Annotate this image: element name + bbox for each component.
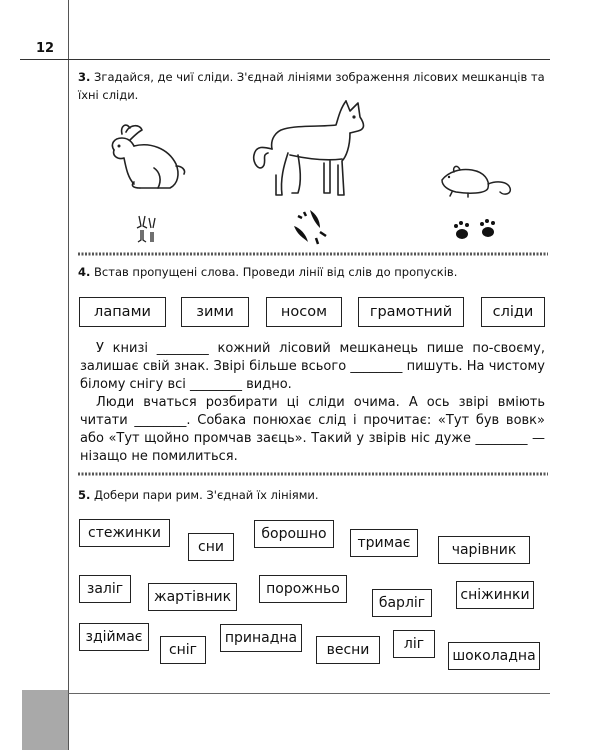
rhyme-word-1[interactable]: стежинки (79, 519, 170, 547)
task3-text: Згадайся, де чиї сліди. З'єднай лініями зображення лісових мешканців та їхні сліди. (78, 70, 545, 102)
rhyme-word-12[interactable]: сніг (160, 636, 206, 664)
wolf-tracks (290, 206, 330, 246)
task4-text-body (80, 340, 545, 466)
wolf-image (250, 95, 375, 205)
margin-gray-block (22, 690, 68, 750)
mouse-tracks (452, 216, 502, 246)
word-lapamy[interactable]: лапами (79, 297, 166, 327)
rhyme-word-16[interactable]: шоколадна (448, 642, 540, 670)
header-rule (20, 59, 550, 60)
task5-text: Добери пари рим. З'єднай їх лініями. (94, 488, 319, 502)
rhyme-word-10[interactable]: сніжинки (456, 581, 534, 609)
rhyme-word-11[interactable]: здіймає (79, 623, 149, 651)
hare-tracks (135, 214, 159, 244)
word-hramotnyi[interactable]: грамотний (358, 297, 464, 327)
rhyme-word-15[interactable]: ліг (393, 630, 435, 658)
paragraph-1: У книзі ________ кожний лісовий мешканець пише по-своєму, залишає свій знак. Звірі більше всього ________ пишуть. На чистому білому снігу всі ________ видно. (80, 341, 545, 392)
task5-instruction (78, 486, 548, 504)
rhyme-word-13[interactable]: принадна (220, 624, 302, 652)
rhyme-word-5[interactable]: чарівник (438, 536, 530, 564)
margin-line (68, 0, 69, 750)
separator-2 (78, 470, 548, 478)
task4-text: Встав пропущені слова. Проведи лінії від слів до пропусків. (94, 265, 458, 279)
page-number: 12 (36, 41, 55, 56)
word-nosom[interactable]: носом (266, 297, 342, 327)
rhyme-word-7[interactable]: жартівник (148, 583, 237, 611)
task3-number: 3. (78, 70, 91, 84)
rhyme-word-8[interactable]: порожньо (259, 575, 347, 603)
rhyme-word-14[interactable]: весни (316, 636, 380, 664)
task5-number: 5. (78, 488, 91, 502)
rhyme-word-2[interactable]: сни (188, 533, 234, 561)
word-slidy[interactable]: сліди (481, 297, 545, 327)
rhyme-word-6[interactable]: заліг (79, 575, 131, 603)
task4-instruction (78, 263, 548, 281)
separator-1 (78, 250, 548, 258)
word-zymy[interactable]: зими (181, 297, 249, 327)
rhyme-word-4[interactable]: тримає (350, 529, 418, 557)
mouse-image (438, 160, 518, 202)
footer-rule (68, 693, 550, 694)
rhyme-word-9[interactable]: барліг (372, 589, 432, 617)
task4-number: 4. (78, 265, 91, 279)
rhyme-word-3[interactable]: борошно (254, 520, 334, 548)
paragraph-2: Люди вчаться розбирати ці сліди очима. А ось звірі вміють читати ________. Собака понюхає слід і прочитає: «Тут був вовк» або «Тут щойно промчав заєць». Такий у звірів ніс дуже ________ — нізащо не помилиться. (80, 395, 545, 464)
hare-image (100, 122, 190, 202)
